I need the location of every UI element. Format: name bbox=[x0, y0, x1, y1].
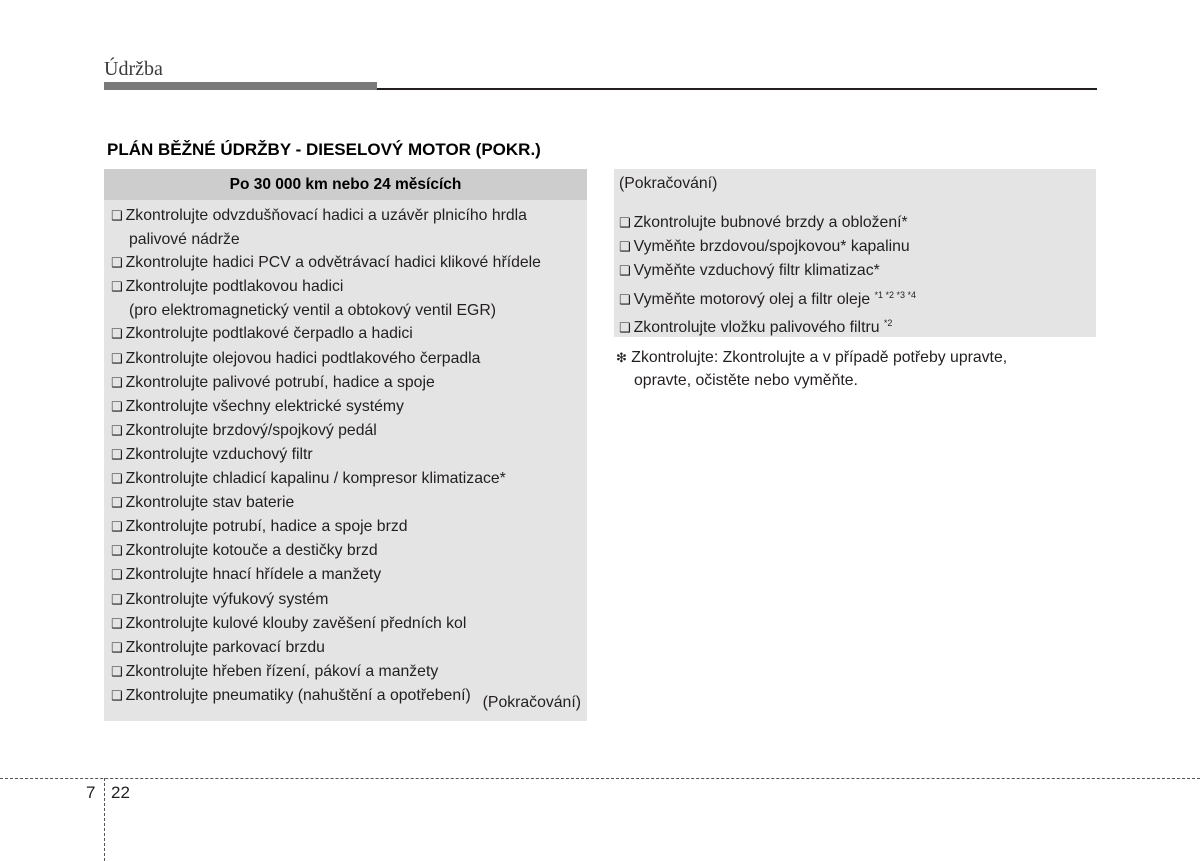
checklist-item bbox=[111, 443, 587, 467]
checkbox-icon: ❑ bbox=[619, 240, 631, 256]
page-title: PLÁN BĚŽNÉ ÚDRŽBY - DIESELOVÝ MOTOR (POKR.) bbox=[107, 140, 541, 159]
checklist-item-text: Zkontrolujte hadici PCV a odvětrávací hadici klikové hřídele bbox=[125, 254, 541, 272]
checklist-item-text: Zkontrolujte hnací hřídele a manžety bbox=[125, 566, 382, 584]
checklist-item-text: Zkontrolujte palivové potrubí, hadice a spoje bbox=[125, 373, 435, 391]
checkbox-icon: ❑ bbox=[111, 592, 123, 608]
checklist-item-text: Zkontrolujte výfukový systém bbox=[125, 590, 329, 608]
footer-dashed-line bbox=[0, 778, 1200, 779]
checklist-item bbox=[111, 347, 587, 371]
checkbox-icon: ❑ bbox=[111, 616, 123, 632]
note-line-2: opravte, očistěte nebo vyměňte. bbox=[634, 372, 858, 389]
checklist-item-text: Zkontrolujte hřeben řízení, pákoví a manžety bbox=[125, 662, 439, 680]
checklist-item bbox=[111, 660, 587, 684]
chapter-number: 7 bbox=[86, 783, 96, 802]
checklist-item bbox=[111, 322, 587, 346]
checkbox-icon: ❑ bbox=[111, 472, 123, 488]
footnote-marks: *1 *2 *3 *4 bbox=[874, 289, 917, 300]
checklist-item-text: Zkontrolujte brzdový/spojkový pedál bbox=[125, 421, 377, 439]
checkbox-icon: ❑ bbox=[111, 688, 123, 704]
checkbox-icon: ❑ bbox=[619, 264, 631, 280]
checklist-item bbox=[111, 539, 587, 563]
page-number: 22 bbox=[111, 783, 130, 802]
checkbox-icon: ❑ bbox=[619, 292, 631, 308]
legend-note bbox=[616, 347, 1094, 392]
right-checklist bbox=[619, 211, 916, 340]
checklist-item bbox=[111, 395, 587, 419]
header-rule-thick bbox=[104, 82, 377, 90]
checklist-item-text: Zkontrolujte bubnové brzdy a obložení* bbox=[633, 214, 908, 231]
checklist-item-text: Zkontrolujte stav baterie bbox=[125, 494, 295, 512]
checkbox-icon: ❑ bbox=[111, 256, 123, 272]
checkbox-icon: ❑ bbox=[619, 216, 631, 231]
checklist-item-text: Zkontrolujte potrubí, hadice a spoje brzd bbox=[125, 518, 408, 536]
checkbox-icon: ❑ bbox=[111, 640, 123, 656]
checkbox-icon: ❑ bbox=[111, 447, 123, 463]
checkbox-icon: ❑ bbox=[619, 320, 631, 336]
checkbox-icon: ❑ bbox=[111, 209, 123, 224]
checklist-item bbox=[111, 419, 587, 443]
checklist-item bbox=[111, 612, 587, 636]
checklist-item-text: Zkontrolujte všechny elektrické systémy bbox=[125, 397, 404, 415]
note-line-1: Zkontrolujte: Zkontrolujte a v případě potřeby upravte, bbox=[631, 349, 1008, 366]
left-continued-label: (Pokračování) bbox=[482, 694, 581, 711]
checklist-item bbox=[619, 312, 916, 340]
checklist-item-text: Zkontrolujte odvzdušňovací hadici a uzávěr plnicího hrdla bbox=[125, 207, 527, 224]
checklist-item-text: Zkontrolujte pneumatiky (nahuštění a opotřebení) bbox=[125, 686, 471, 704]
header-rule-thin bbox=[377, 88, 1097, 90]
checklist-item bbox=[111, 371, 587, 395]
checkbox-icon: ❑ bbox=[111, 544, 123, 560]
checklist-item-text: Zkontrolujte kotouče a destičky brzd bbox=[125, 542, 378, 560]
checkbox-icon: ❑ bbox=[111, 423, 123, 439]
checklist-item-text: Zkontrolujte podtlakové čerpadlo a hadici bbox=[125, 325, 413, 343]
checklist-item bbox=[111, 515, 587, 539]
checkbox-icon: ❑ bbox=[111, 568, 123, 584]
checklist-item bbox=[619, 235, 916, 259]
right-continued-label: (Pokračování) bbox=[619, 175, 718, 192]
checklist-item-text: Vyměňte brzdovou/spojkovou* kapalinu bbox=[633, 238, 910, 256]
checklist-item bbox=[111, 251, 587, 275]
checklist-item bbox=[111, 563, 587, 587]
checklist-item-text: Zkontrolujte chladicí kapalinu / kompresor klimatizace* bbox=[125, 470, 506, 488]
checkbox-icon: ❑ bbox=[111, 664, 123, 680]
checklist-item-text: Zkontrolujte olejovou hadici podtlakového čerpadla bbox=[125, 349, 481, 367]
checklist-item-text: Zkontrolujte podtlakovou hadici bbox=[125, 278, 344, 296]
footnote-marks: *2 bbox=[883, 317, 893, 328]
checkbox-icon: ❑ bbox=[111, 280, 123, 296]
section-header: Údržba bbox=[104, 58, 163, 80]
asterisk-symbol-icon: ❇ bbox=[616, 351, 627, 366]
left-checklist bbox=[104, 200, 587, 708]
checklist-item bbox=[111, 636, 587, 660]
checklist-item-text: Zkontrolujte vzduchový filtr bbox=[125, 445, 313, 463]
checklist-item bbox=[111, 491, 587, 515]
checklist-item bbox=[619, 211, 916, 235]
checklist-item bbox=[111, 204, 587, 251]
checklist-item bbox=[619, 259, 916, 283]
checkbox-icon: ❑ bbox=[111, 399, 123, 415]
checkbox-icon: ❑ bbox=[111, 327, 123, 343]
right-maintenance-box bbox=[614, 169, 1096, 337]
checklist-item bbox=[111, 467, 587, 491]
checkbox-icon: ❑ bbox=[111, 520, 123, 536]
checkbox-icon: ❑ bbox=[111, 375, 123, 391]
checklist-item-text-cont: palivové nádrže bbox=[129, 231, 240, 249]
checklist-item-text: Zkontrolujte parkovací brzdu bbox=[125, 638, 325, 656]
checklist-item-text: Zkontrolujte vložku palivového filtru bbox=[633, 318, 880, 336]
checklist-item bbox=[111, 275, 587, 322]
checklist-item bbox=[619, 284, 916, 312]
interval-heading: Po 30 000 km nebo 24 měsících bbox=[104, 169, 587, 200]
checkbox-icon: ❑ bbox=[111, 351, 123, 367]
checklist-item-text: Vyměňte vzduchový filtr klimatizac* bbox=[633, 262, 880, 280]
checkbox-icon: ❑ bbox=[111, 496, 123, 512]
footer-dashed-divider bbox=[104, 778, 105, 861]
checklist-item-text: Zkontrolujte kulové klouby zavěšení předních kol bbox=[125, 614, 467, 632]
checklist-item-text-cont: (pro elektromagnetický ventil a obtokový ventil EGR) bbox=[129, 302, 496, 320]
checklist-item-text: Vyměňte motorový olej a filtr oleje bbox=[633, 290, 871, 308]
checklist-item bbox=[111, 588, 587, 612]
left-maintenance-box bbox=[104, 169, 587, 721]
